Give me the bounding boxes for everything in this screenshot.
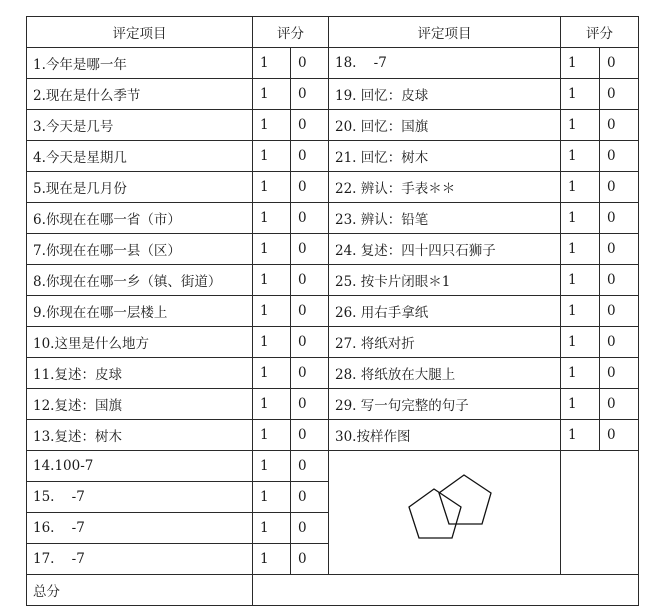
score-one: 1 [253, 420, 291, 451]
item-label: 29. 写一句完整的句子 [329, 389, 561, 420]
item-label: 7.你现在在哪一县（区） [27, 234, 253, 265]
table-row [27, 451, 639, 482]
score-zero: 0 [600, 141, 639, 172]
figure-cell [329, 451, 561, 575]
table-row [27, 110, 639, 141]
score-one: 1 [253, 203, 291, 234]
pentagon-left [409, 489, 461, 538]
score-one: 1 [253, 389, 291, 420]
item-label: 10.这里是什么地方 [27, 327, 253, 358]
item-label: 16. -7 [27, 513, 253, 544]
score-one: 1 [561, 203, 600, 234]
score-one: 1 [561, 327, 600, 358]
table-row [27, 79, 639, 110]
score-zero: 0 [291, 513, 329, 544]
intersecting-pentagons-icon [385, 461, 505, 561]
score-zero: 0 [291, 141, 329, 172]
item-label: 14.100-7 [27, 451, 253, 482]
score-one: 1 [253, 79, 291, 110]
score-one: 1 [253, 451, 291, 482]
table-row [27, 327, 639, 358]
item-label: 15. -7 [27, 482, 253, 513]
table-row [27, 48, 639, 79]
score-zero: 0 [291, 327, 329, 358]
score-zero: 0 [291, 420, 329, 451]
score-one: 1 [253, 48, 291, 79]
score-one: 1 [561, 79, 600, 110]
item-label: 21. 回忆：树木 [329, 141, 561, 172]
item-label: 1.今年是哪一年 [27, 48, 253, 79]
header-row [27, 17, 639, 48]
total-score-value [253, 575, 639, 606]
score-zero: 0 [291, 451, 329, 482]
score-zero: 0 [600, 48, 639, 79]
score-zero: 0 [291, 172, 329, 203]
item-label: 30.按样作图 [329, 420, 561, 451]
table-row [27, 265, 639, 296]
score-one: 1 [561, 389, 600, 420]
item-label: 18. -7 [329, 48, 561, 79]
table-row [27, 358, 639, 389]
score-zero: 0 [600, 296, 639, 327]
item-label: 6.你现在在哪一省（市） [27, 203, 253, 234]
score-one: 1 [253, 358, 291, 389]
item-label: 19. 回忆：皮球 [329, 79, 561, 110]
score-header-left: 评分 [253, 17, 329, 48]
total-score-label: 总分 [27, 575, 253, 606]
score-one: 1 [253, 544, 291, 575]
score-one: 1 [253, 172, 291, 203]
score-one: 1 [561, 296, 600, 327]
table-row [27, 141, 639, 172]
table-row [27, 296, 639, 327]
score-zero: 0 [291, 389, 329, 420]
score-zero: 0 [600, 327, 639, 358]
score-one: 1 [253, 110, 291, 141]
score-zero: 0 [600, 420, 639, 451]
item-label: 5.现在是几月份 [27, 172, 253, 203]
score-one: 1 [561, 420, 600, 451]
score-zero: 0 [291, 203, 329, 234]
item-label: 4.今天是星期几 [27, 141, 253, 172]
item-label: 22. 辨认：手表＊＊ [329, 172, 561, 203]
score-one: 1 [253, 141, 291, 172]
score-one: 1 [253, 234, 291, 265]
item-label: 28. 将纸放在大腿上 [329, 358, 561, 389]
score-one: 1 [561, 141, 600, 172]
item-label: 26. 用右手拿纸 [329, 296, 561, 327]
score-zero: 0 [600, 110, 639, 141]
table-row [27, 172, 639, 203]
score-zero: 0 [600, 265, 639, 296]
table-row [27, 234, 639, 265]
score-zero: 0 [291, 296, 329, 327]
item-label: 25. 按卡片闭眼＊1 [329, 265, 561, 296]
score-zero: 0 [291, 79, 329, 110]
score-zero: 0 [291, 544, 329, 575]
figure-score-cell [561, 451, 639, 575]
score-zero: 0 [600, 203, 639, 234]
score-zero: 0 [291, 482, 329, 513]
score-one: 1 [561, 48, 600, 79]
score-zero: 0 [291, 110, 329, 141]
score-one: 1 [561, 172, 600, 203]
score-zero: 0 [291, 48, 329, 79]
score-one: 1 [253, 513, 291, 544]
score-one: 1 [253, 482, 291, 513]
table-row [27, 389, 639, 420]
item-label: 12.复述：国旗 [27, 389, 253, 420]
score-zero: 0 [600, 358, 639, 389]
score-one: 1 [253, 265, 291, 296]
item-label: 2.现在是什么季节 [27, 79, 253, 110]
item-header-right: 评定项目 [329, 17, 561, 48]
score-zero: 0 [291, 234, 329, 265]
score-zero: 0 [600, 234, 639, 265]
score-one: 1 [253, 296, 291, 327]
score-one: 1 [561, 234, 600, 265]
item-label: 9.你现在在哪一层楼上 [27, 296, 253, 327]
score-zero: 0 [291, 265, 329, 296]
item-header-left: 评定项目 [27, 17, 253, 48]
score-zero: 0 [600, 172, 639, 203]
score-zero: 0 [600, 79, 639, 110]
score-zero: 0 [600, 389, 639, 420]
score-one: 1 [561, 358, 600, 389]
table-row [27, 420, 639, 451]
item-label: 8.你现在在哪一乡（镇、街道） [27, 265, 253, 296]
item-label: 3.今天是几号 [27, 110, 253, 141]
item-label: 23. 辨认：铅笔 [329, 203, 561, 234]
item-label: 13.复述：树木 [27, 420, 253, 451]
item-label: 20. 回忆：国旗 [329, 110, 561, 141]
table-row [27, 203, 639, 234]
score-one: 1 [561, 110, 600, 141]
item-label: 11.复述：皮球 [27, 358, 253, 389]
item-label: 17. -7 [27, 544, 253, 575]
score-one: 1 [253, 327, 291, 358]
assessment-table [26, 16, 639, 606]
score-zero: 0 [291, 358, 329, 389]
total-row [27, 575, 639, 606]
score-one: 1 [561, 265, 600, 296]
pentagon-right [439, 475, 491, 524]
score-header-right: 评分 [561, 17, 639, 48]
item-label: 24. 复述：四十四只石狮子 [329, 234, 561, 265]
item-label: 27. 将纸对折 [329, 327, 561, 358]
